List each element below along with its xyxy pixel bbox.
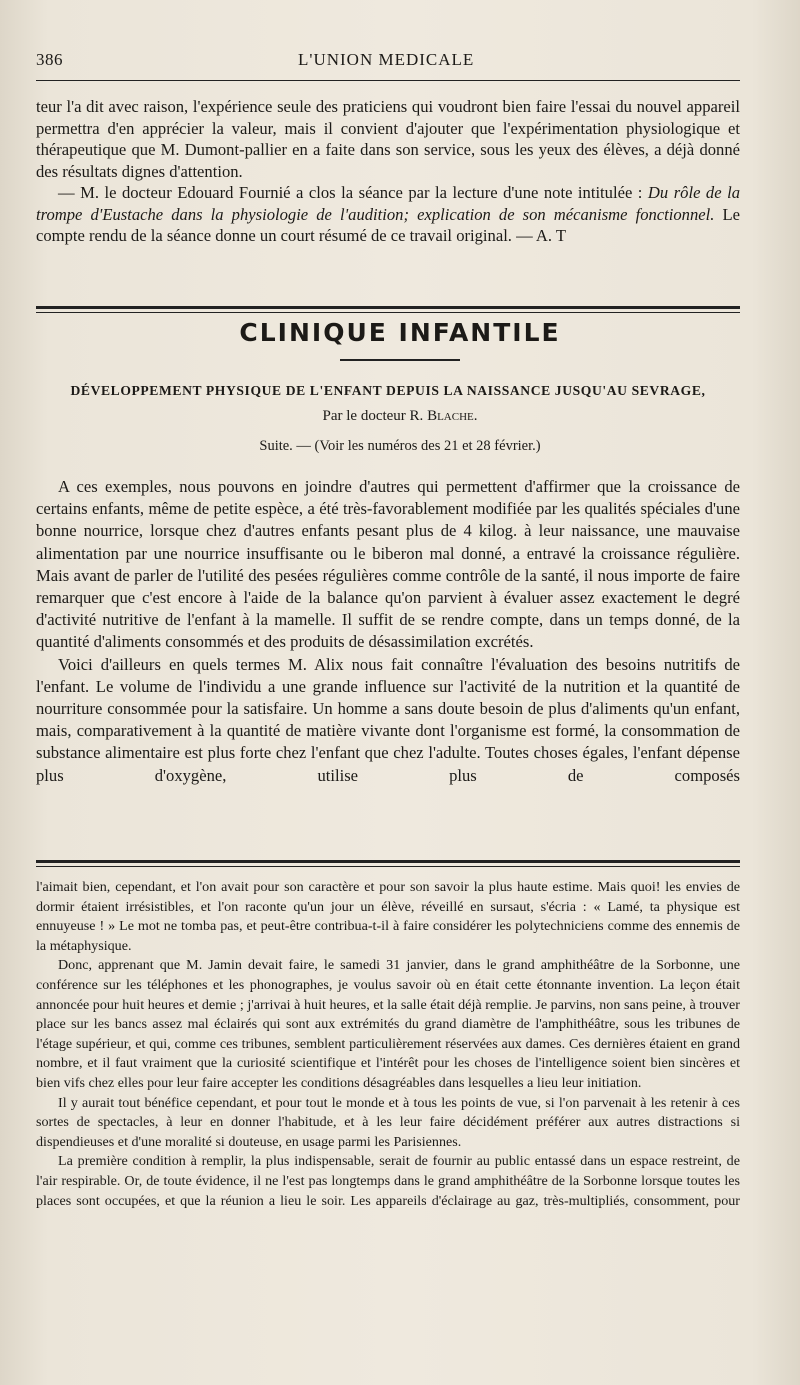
intro-note-title: Du rôle de la trompe d'Eustache dans la physiologie de l'audition; explication de son mécanisme fonctionnel. <box>36 183 740 224</box>
feuilleton-paragraph: Il y aurait tout bénéfice cependant, et pour tout le monde et à tous les points de vue, si l'on parvenait à les retenir à ces sortes de spectacles, à leur en donner l'habitude, et à les leur faire décidément préférer aux autres distractions si dispendieuses et d'une moralité si douteuse, en usage parmi les Parisiennes. <box>36 1094 740 1150</box>
intro-section <box>36 96 740 247</box>
journal-title: L'UNION MEDICALE <box>298 50 475 69</box>
page-header <box>36 50 736 70</box>
section-rule-thin <box>36 312 740 313</box>
article-paragraph: Voici d'ailleurs en quels termes M. Alix nous fait connaître l'évaluation des besoins nutritifs de l'enfant. Le volume de l'individu a une grande influence sur l'activité de la nutrition et la quantité de nourriture consommée pour la satisfaire. Un homme a sans doute besoin de plus d'aliments qu'un enfant, mais, comparativement à la quantité de matière vivante dont l'organisme est formé, la consommation de substance alimentaire est plus forte chez l'enfant que chez l'adulte. Toutes choses égales, l'enfant dépense plus d'oxygène, utilise plus de composés <box>36 654 740 785</box>
intro-note-text-start: — M. le docteur Edouard Fournié a clos la séance par la lecture d'une note intitulée : <box>58 183 648 202</box>
feuilleton-rule-thin <box>36 866 740 867</box>
intro-note-text-end: Le compte rendu de la séance donne un court résumé de ce travail original. — A. T <box>36 204 740 245</box>
title-underline <box>340 359 460 361</box>
page-number: 386 <box>36 50 63 69</box>
article-body <box>36 476 740 787</box>
section-rule-thick <box>36 306 740 309</box>
section-title: CLINIQUE INFANTILE <box>239 318 561 347</box>
header-rule <box>36 80 740 81</box>
feuilleton-paragraph: l'aimait bien, cependant, et l'on avait pour son caractère et pour son savoir la plus haute estime. Mais quoi! les envies de dormir étaient irrésistibles, et l'on raconte qu'un jour un élève, réveillé en sursaut, s'écria : « Lamé, ta physique est ennuyeuse ! » Le mot ne tomba pas, et peut-être contribua-t-il à faire considérer les polytechniciens comme des ennemis de la métaphysique. <box>36 879 740 954</box>
article-author <box>0 408 800 425</box>
feuilleton-paragraph: Donc, apprenant que M. Jamin devait faire, le samedi 31 janvier, dans le grand amphithéâtre de la Sorbonne, une conférence sur les téléphones et les phonographes, je voulus savoir où en était cette étonnante invention. La leçon était annoncée pour huit heures et demie ; j'arrivai à huit heures, et la salle était déjà remplie. Je parvins, non sans peine, à trouver place sur les bancs assez mal éclairés qui sont aux extrémités du grand diamètre de l'amphithéâtre, sous les tribunes de l'étage supérieur, et qui, comme ces tribunes, semblent particulièrement réservées aux dames. Ces dernières étaient en grand nombre, et il faut vraiment que la curiosité scientifique et l'intérêt pour les choses de l'intelligence soient bien sincères et bien vifs chez elles pour leur faire accepter les conditions désagréables dans lesquelles a lieu leur initiation. <box>36 957 740 1091</box>
article-subtitle: DÉVELOPPEMENT PHYSIQUE DE L'ENFANT DEPUIS LA NAISSANCE JUSQU'AU SEVRAGE, <box>70 383 706 398</box>
article-continuation: Suite. — (Voir les numéros des 21 et 28 février.) <box>259 438 541 454</box>
intro-paragraph: teur l'a dit avec raison, l'expérience seule des praticiens qui voudront bien faire l'essai du nouvel appareil permettra d'en apprécier la valeur, mais il convient d'ajouter que l'expérimentation physiologique et thérapeutique que M. Dumont-pallier en a faite dans son service, sous les yeux des élèves, a déjà donné des résultats dignes d'attention. <box>36 97 740 181</box>
intro-note-paragraph <box>36 182 740 247</box>
author-name: Blache. <box>427 408 478 424</box>
author-prefix: Par le docteur R. <box>322 408 428 424</box>
article-paragraph: A ces exemples, nous pouvons en joindre d'autres qui permettent d'affirmer que la croissance de certains enfants, même de petite espèce, a été très-favorablement modifiée par les qualités spéciales d'une bonne nourrice, lorsque chez d'autres enfants pesant plus de 4 kilog. à leur naissance, une mauvaise alimentation par une nourrice insuffisante ou le biberon mal donné, a entravé la croissance régulière. Mais avant de parler de l'utilité des pesées régulières comme contrôle de la santé, il nous importe de faire remarquer que c'est encore à l'aide de la balance qu'on parvient à évaluer assez exactement le degré d'activité nutritive de l'enfant à la mamelle. Il suffit de se rendre compte, dans un temps donné, de la quantité d'aliments consommés et des produits de désassimilation excrétés. <box>36 477 740 652</box>
feuilleton-section <box>36 878 740 1211</box>
feuilleton-paragraph: La première condition à remplir, la plus indispensable, serait de fournir au public entassé dans un espace restreint, de l'air respirable. Or, de toute évidence, il ne l'est pas longtemps dans le grand amphithéâtre de la Sorbonne lorsque toutes les places sont occupées, et que la réunion a lieu le soir. Les appareils d'éclairage au gaz, très-multipliés, consomment, pour <box>36 1153 740 1209</box>
feuilleton-rule-thick <box>36 860 740 863</box>
